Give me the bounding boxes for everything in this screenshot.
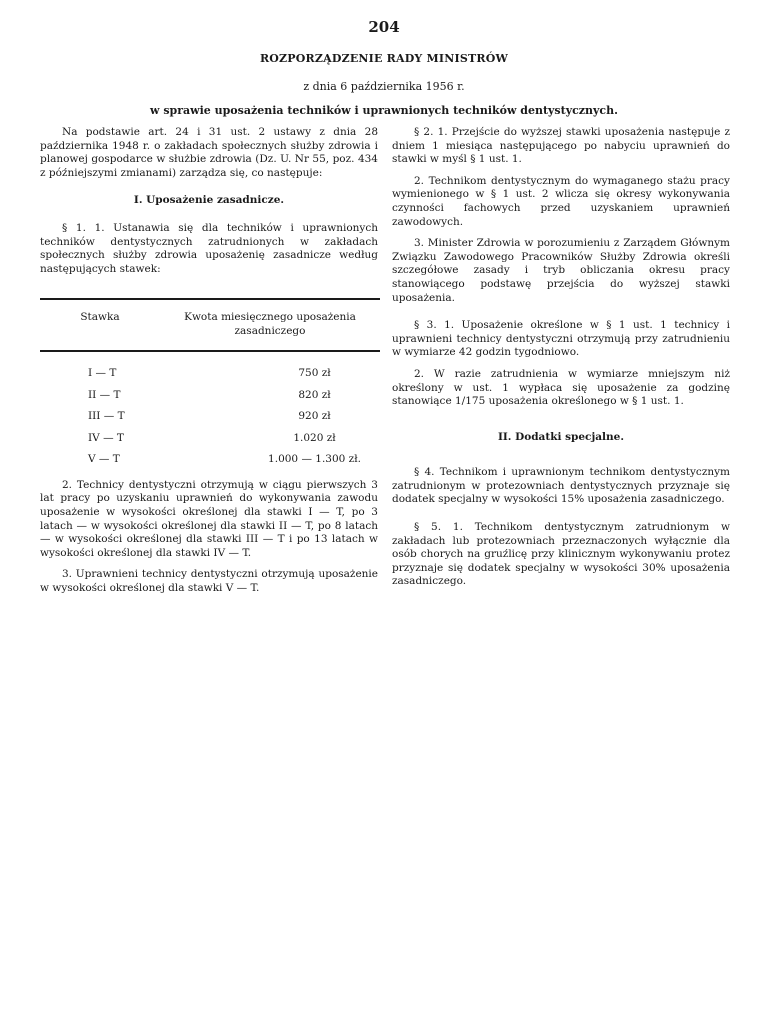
rate-amount: 920 zł — [298, 410, 331, 423]
paragraph-2-3: 3. Minister Zdrowia w porozumieniu z Zarządem Głównym Związku Zawodowego Pracowników Służby Zdrowia określi szczegółowe zasady i tryb obliczania okresu pracy stanowiącego podstawę przejścia do wyższej stawki uposażenia. — [392, 237, 730, 304]
paragraph-2-1: § 2. 1. Przejście do wyższej stawki uposażenia następuje z dniem 1 miesiąca następującego po nabyciu uprawnień do stawki w myśl § 1 ust. 1. — [392, 126, 730, 166]
table-row — [40, 449, 380, 471]
document-title: ROZPORZĄDZENIE RADY MINISTRÓW — [259, 52, 509, 65]
section-heading-basic-salary: I. Uposażenie zasadnicze. — [133, 194, 285, 207]
rate-grade: III — T — [88, 410, 125, 423]
header-amount: Kwota miesięcznego uposażenia zasadniczego — [160, 299, 380, 351]
paragraph-2-2: 2. Technikom dentystycznym do wymaganego stażu pracy wymienionego w § 1 ust. 2 wlicza się okresy wykonywania czynności fachowych przed uzyskaniem uprawnień zawodowych. — [392, 174, 730, 228]
page-number: 204 — [368, 18, 400, 36]
rate-grade: II — T — [88, 388, 121, 401]
rate-amount: 1.000 — 1.300 zł. — [268, 453, 361, 466]
section-heading-special-allowances: II. Dodatki specjalne. — [497, 430, 625, 443]
paragraph-1-1: § 1. 1. Ustanawia się dla techników i uprawnionych techników dentystycznych zatrudnionych w zakładach społecznych służby zdrowia uposażenię zasadnicze według następujących stawek: — [40, 221, 378, 275]
right-column — [392, 126, 730, 589]
left-column — [40, 126, 378, 596]
table-row — [40, 351, 380, 385]
table-row — [40, 406, 380, 428]
document-subject: w sprawie uposażenia techników i uprawnionych techników dentystycznych. — [150, 104, 618, 117]
paragraph-4: § 4. Technikom i uprawnionym technikom dentystycznym zatrudnionym w protezowniach dentystycznych przyznaje się dodatek specjalny w wysokości 15% uposażenia zasadniczego. — [392, 466, 730, 506]
table-row — [40, 428, 380, 450]
rate-amount: 1.020 zł — [293, 431, 336, 444]
document-date: z dnia 6 października 1956 r. — [303, 80, 465, 93]
paragraph-1-2: 2. Technicy dentystyczni otrzymują w ciągu pierwszych 3 lat pracy po uzyskaniu uprawnień do wykonywania zawodu uposażenie w wysokości określonej dla stawki I — T, po 3 latach — w wysokości określonej dla stawki II — T, po 8 latach — w wysokości określonej dla stawki III — T i po 13 latach w wysokości określonej dla stawki IV — T. — [40, 478, 378, 559]
intro-paragraph: Na podstawie art. 24 i 31 ust. 2 ustawy z dnia 28 października 1948 r. o zakładach społecznych służby zdrowia i planowej gospodarce w służbie zdrowia (Dz. U. Nr 55, poz. 434 z późniejszymi zmianami) zarządza się, co następuje: — [40, 126, 378, 179]
salary-rates-table — [40, 298, 380, 471]
paragraph-1-3: 3. Uprawnieni technicy dentystyczni otrzymują uposażenie w wysokości określonej dla stawki V — T. — [40, 568, 378, 594]
table-row — [40, 385, 380, 407]
table-header-row — [40, 299, 380, 351]
paragraph-3-1: § 3. 1. Uposażenie określone w § 1 ust. 1 technicy i uprawnieni technicy dentystyczni otrzymują przy zatrudnieniu w wymiarze 42 godzin tygodniowo. — [392, 319, 730, 359]
rate-amount: 750 zł — [298, 367, 331, 380]
header-grade: Stawka — [40, 299, 160, 351]
rate-grade: IV — T — [88, 431, 124, 444]
paragraph-3-2: 2. W razie zatrudnienia w wymiarze mniejszym niż określony w ust. 1 wypłaca się uposażenie za godzinę stanowiące 1/175 uposażenia określonego w § 1 ust. 1. — [392, 367, 730, 408]
rate-amount: 820 zł — [298, 388, 331, 401]
paragraph-5-1: § 5. 1. Technikom dentystycznym zatrudnionym w zakładach lub protezowniach przeznaczonych wyłącznie dla osób chorych na gruźlicę przy klinicznym wykonywaniu protez przyznaje się dodatek specjalny w wysokości 30% uposażenia zasadniczego. — [392, 521, 730, 588]
rate-grade: I — T — [88, 367, 117, 380]
rate-grade: V — T — [88, 453, 120, 466]
